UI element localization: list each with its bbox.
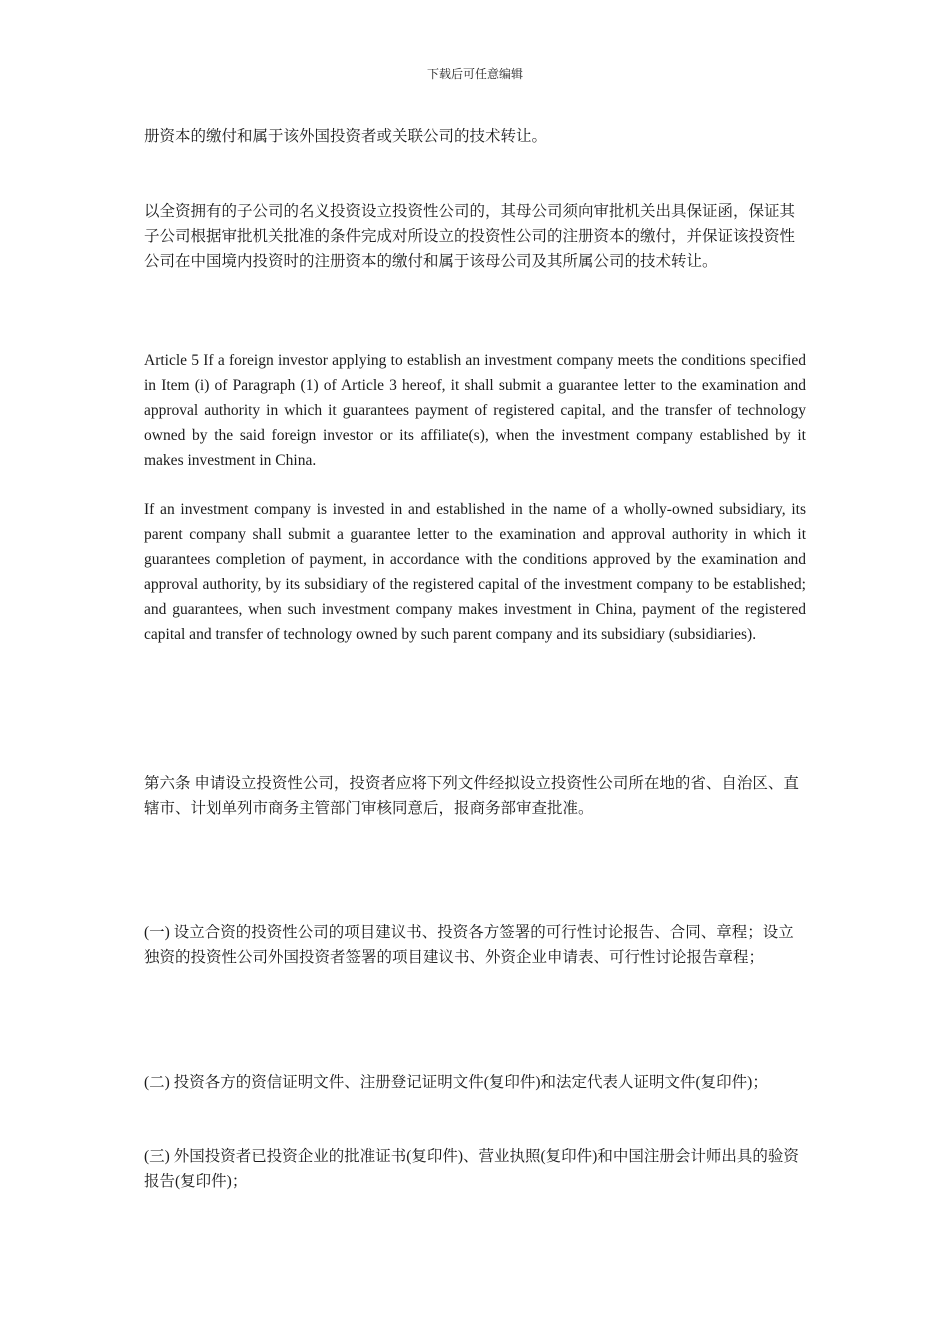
page-header: 下载后可任意编辑	[426, 67, 523, 81]
list-item-1: (一) 设立合资的投资性公司的项目建议书、投资各方签署的可行性讨论报告、合同、章程；设立独资的投资性公司外国投资者签署的项目建议书、外资企业申请表、可行性讨论报告章程；	[144, 924, 794, 966]
paragraph-article-5: Article 5 If a foreign investor applying to establish an investment company meets the conditions specified in Item (i) of Paragraph (1) of Article 3 hereof, it shall submit a guarantee letter to the examination and approval authority in which it guarantees payment of registered capital, and the transfer of technology owned by the said foreign investor or its affiliate(s), when the investment company established by it makes investment in China.	[144, 352, 806, 469]
paragraph-article-6: 第六条 申请设立投资性公司，投资者应将下列文件经拟设立投资性公司所在地的省、自治区、直辖市、计划单列市商务主管部门审核同意后，报商务部审查批准。	[144, 775, 799, 817]
paragraph-subsidiary-guarantee-cn: 以全资拥有的子公司的名义投资设立投资性公司的，其母公司须向审批机关出具保证函，保证其子公司根据审批机关批准的条件完成对所设立的投资性公司的注册资本的缴付，并保证该投资性公司在中国境内投资时的注册资本的缴付和属于该母公司及其所属公司的技术转让。	[144, 203, 796, 270]
list-item-2: (二) 投资各方的资信证明文件、注册登记证明文件(复印件)和法定代表人证明文件(复印件)；	[144, 1074, 768, 1091]
list-item-3: (三) 外国投资者已投资企业的批准证书(复印件)、营业执照(复印件)和中国注册会计师出具的验资报告(复印件)；	[144, 1148, 799, 1190]
paragraph-capital-payment: 册资本的缴付和属于该外国投资者或关联公司的技术转让。	[144, 128, 548, 145]
paragraph-subsidiary-guarantee-en: If an investment company is invested in and established in the name of a wholly-owned subsidiary, its parent company shall submit a guarantee letter to the examination and approval authority in which it guarantees completion of payment, in accordance with the conditions approved by the examination and approval authority, by its subsidiary of the registered capital of the investment company to be established; and guarantees, when such investment company makes investment in China, payment of the registered capital and transfer of technology owned by such parent company and its subsidiary (subsidiaries).	[144, 501, 806, 643]
